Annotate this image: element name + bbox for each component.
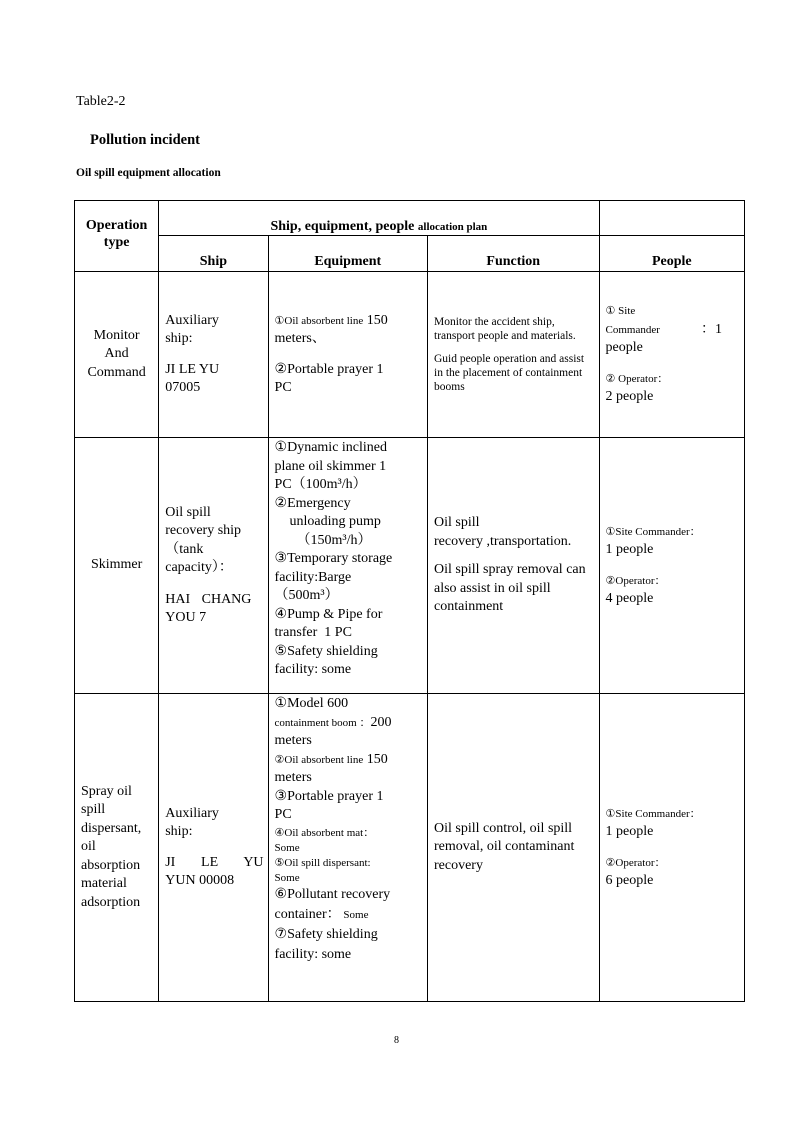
table-row [75, 438, 745, 694]
header-blank [599, 201, 744, 236]
operation-cell: Skimmer [75, 438, 159, 694]
subheader-row [75, 236, 745, 272]
table-row [75, 694, 745, 1002]
ship-cell: Auxiliary ship: JI LE YU 07005 [159, 272, 268, 438]
header-people: People [599, 236, 744, 272]
allocation-table [74, 200, 745, 1002]
people-cell: ① Site Commander ：1 people ② Operator： 2 people [599, 272, 744, 438]
header-row [75, 201, 745, 236]
operation-cell: Spray oil spill dispersant, oil absorption material adsorption [75, 694, 159, 1002]
people-cell: ①Site Commander： 1 people ②Operator： 6 people [599, 694, 744, 1002]
header-plan-small: allocation plan [417, 221, 488, 233]
header-operation-type: Operation type [75, 201, 159, 272]
equipment-cell: ①Dynamic inclined plane oil skimmer 1 PC（100m³/h） ②Emergency unloading pump （150m³/h） ③Temporary storage facility:Barge （500m³） ④Pump & Pipe for transfer 1 PC ⑤Safety shielding facility: some [268, 438, 427, 694]
equipment-cell: ①Oil absorbent line 150 meters、 ②Portable prayer 1 PC [268, 272, 427, 438]
table-caption: Table2-2 [76, 94, 126, 109]
header-equipment: Equipment [268, 236, 427, 272]
ship-cell: Auxiliary ship: JI LE YU YUN 00008 [159, 694, 268, 1002]
header-allocation-plan [159, 201, 599, 236]
header-function: Function [428, 236, 600, 272]
table-row [75, 272, 745, 438]
table-subheading: Oil spill equipment allocation [76, 167, 221, 179]
function-cell: Oil spill control, oil spill removal, oil contaminant recovery [428, 694, 600, 1002]
operation-cell: Monitor And Command [75, 272, 159, 438]
header-plan-main: Ship, equipment, people [270, 219, 415, 234]
people-cell: ①Site Commander： 1 people ②Operator： 4 people [599, 438, 744, 694]
function-cell: Monitor the accident ship, transport people and materials. Guid people operation and assist in the placement of containment booms [428, 272, 600, 438]
section-heading: Pollution incident [90, 132, 200, 148]
header-ship: Ship [159, 236, 268, 272]
equipment-cell: ①Model 600 containment boom ：200 meters ②Oil absorbent line 150 meters ③Portable prayer 1 PC ④Oil absorbent mat： Some ⑤Oil spill dispersant: Some ⑥Pollutant recovery container： Some ⑦Safety shielding facility: some [268, 694, 427, 1002]
page-number: 8 [394, 1035, 399, 1046]
function-cell: Oil spill recovery ,transportation. Oil spill spray removal can also assist in oil spill containment [428, 438, 600, 694]
ship-cell: Oil spill recovery ship （tank capacity）： HAI CHANG YOU 7 [159, 438, 268, 694]
